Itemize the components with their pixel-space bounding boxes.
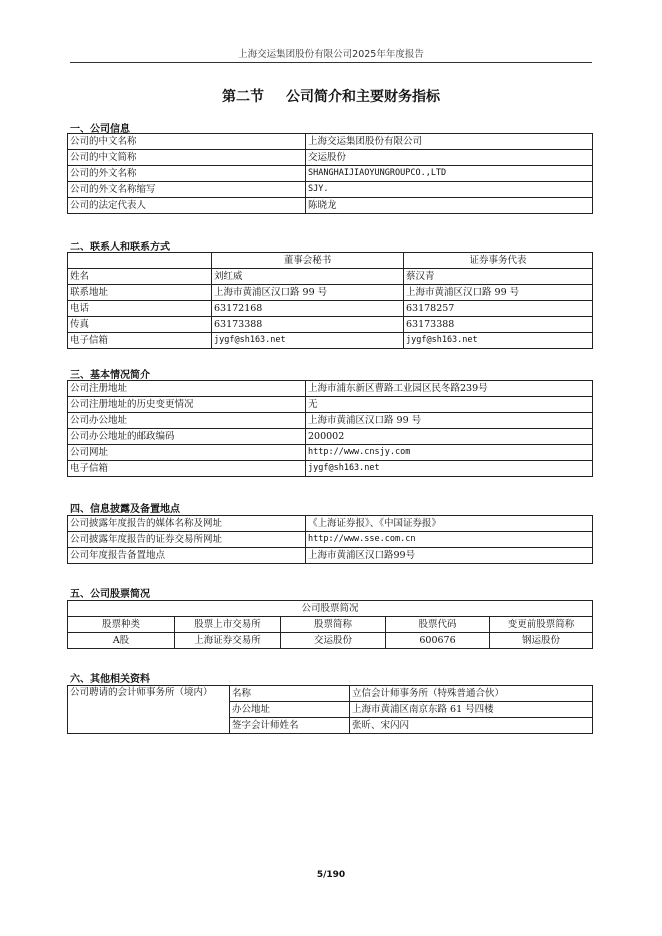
table-header-row — [68, 253, 593, 269]
cell-value: http://www.sse.com.cn — [306, 532, 593, 548]
cell-value: 63173388 — [404, 317, 593, 333]
basic-info-table — [67, 380, 593, 477]
table-row — [68, 548, 593, 564]
cell-value: 蔡汉青 — [404, 269, 593, 285]
cell-value: 立信会计师事务所（特殊普通合伙） — [350, 686, 593, 702]
header-cell: 股票简称 — [281, 617, 386, 633]
cell-value: 刘红威 — [212, 269, 404, 285]
cell-value: 张昕、宋闪闪 — [350, 718, 593, 734]
cell-value: SJY. — [306, 182, 593, 198]
cell-value: 交运股份 — [281, 633, 386, 649]
page-header: 上海交运集团股份有限公司2025年年度报告 — [238, 49, 424, 60]
cell-label: 名称 — [230, 686, 350, 702]
cell-label: 电话 — [68, 301, 212, 317]
cell-value: jygf@sh163.net — [306, 461, 593, 477]
cell-value: 钢运股份 — [490, 633, 593, 649]
cell-value: 《上海证券报》、《中国证券报》 — [306, 516, 593, 532]
header-divider — [70, 62, 592, 63]
cell-label: 公司办公地址的邮政编码 — [68, 429, 306, 445]
cell-value: http://www.cnsjy.com — [306, 445, 593, 461]
stock-table — [67, 600, 593, 649]
section-number: 第二节 — [222, 89, 264, 105]
page-title — [70, 86, 592, 106]
cell-label: 公司的外文名称 — [68, 166, 306, 182]
section-name: 公司简介和主要财务指标 — [286, 89, 440, 105]
section-heading-contacts: 二、联系人和联系方式 — [70, 242, 170, 253]
cell-label: 电子信箱 — [68, 333, 212, 349]
table-title-row — [68, 601, 593, 617]
cell-label: 公司披露年度报告的证券交易所网址 — [68, 532, 306, 548]
cell-value: SHANGHAIJIAOYUNGROUPCO.,LTD — [306, 166, 593, 182]
cell-label: 电子信箱 — [68, 461, 306, 477]
cell-label: 公司网址 — [68, 445, 306, 461]
header-cell: 股票上市交易所 — [175, 617, 281, 633]
cell-value: 上海市黄浦区南京东路 61 号四楼 — [350, 702, 593, 718]
section-heading-disclosure: 四、信息披露及备置地点 — [70, 504, 180, 515]
header-cell: 证券事务代表 — [404, 253, 593, 269]
disclosure-table — [67, 515, 593, 564]
cell-label: 传真 — [68, 317, 212, 333]
table-row — [68, 301, 593, 317]
cell-label: 公司的外文名称缩写 — [68, 182, 306, 198]
cell-value: jygf@sh163.net — [404, 333, 593, 349]
table-header-row — [68, 617, 593, 633]
section-heading-stock: 五、公司股票简况 — [70, 589, 150, 600]
page-number: 5/190 — [316, 870, 346, 880]
header-cell — [68, 253, 212, 269]
cell-value: 600676 — [386, 633, 490, 649]
cell-value: 上海市浦东新区曹路工业园区民冬路239号 — [306, 381, 593, 397]
contacts-table — [67, 252, 593, 349]
table-row — [68, 686, 593, 702]
cell-value: 上海市黄浦区汉口路 99 号 — [306, 413, 593, 429]
table-row — [68, 445, 593, 461]
cell-label: 签字会计师姓名 — [230, 718, 350, 734]
auditor-label: 公司聘请的会计师事务所（境内） — [68, 686, 230, 734]
table-row — [68, 317, 593, 333]
cell-value: 无 — [306, 397, 593, 413]
cell-value: 上海交运集团股份有限公司 — [306, 134, 593, 150]
company-info-table — [67, 133, 593, 214]
cell-value: 上海市黄浦区汉口路99号 — [306, 548, 593, 564]
table-row — [68, 633, 593, 649]
table-row — [68, 429, 593, 445]
cell-label: 公司披露年度报告的媒体名称及网址 — [68, 516, 306, 532]
cell-value: 上海证券交易所 — [175, 633, 281, 649]
cell-label: 公司办公地址 — [68, 413, 306, 429]
header-cell: 股票代码 — [386, 617, 490, 633]
cell-label: 公司注册地址 — [68, 381, 306, 397]
table-row — [68, 285, 593, 301]
table-row — [68, 397, 593, 413]
table-row — [68, 198, 593, 214]
cell-label: 姓名 — [68, 269, 212, 285]
cell-label: 公司的中文名称 — [68, 134, 306, 150]
table-title: 公司股票简况 — [68, 601, 593, 617]
section-heading-basic-info: 三、基本情况简介 — [70, 370, 150, 381]
cell-value: 200002 — [306, 429, 593, 445]
table-row — [68, 381, 593, 397]
cell-value: 陈晓龙 — [306, 198, 593, 214]
cell-value: A股 — [68, 633, 175, 649]
cell-label: 公司的中文简称 — [68, 150, 306, 166]
table-row — [68, 269, 593, 285]
cell-label: 公司注册地址的历史变更情况 — [68, 397, 306, 413]
table-row — [68, 182, 593, 198]
cell-label: 办公地址 — [230, 702, 350, 718]
cell-label: 公司的法定代表人 — [68, 198, 306, 214]
header-cell: 董事会秘书 — [212, 253, 404, 269]
cell-value: 63172168 — [212, 301, 404, 317]
table-row — [68, 134, 593, 150]
table-row — [68, 150, 593, 166]
table-row — [68, 413, 593, 429]
cell-value: 交运股份 — [306, 150, 593, 166]
cell-value: 63173388 — [212, 317, 404, 333]
header-cell: 股票种类 — [68, 617, 175, 633]
header-cell: 变更前股票简称 — [490, 617, 593, 633]
cell-value: jygf@sh163.net — [212, 333, 404, 349]
cell-label: 公司年度报告备置地点 — [68, 548, 306, 564]
other-info-table — [67, 685, 593, 734]
cell-label: 联系地址 — [68, 285, 212, 301]
table-row — [68, 516, 593, 532]
cell-value: 上海市黄浦区汉口路 99 号 — [212, 285, 404, 301]
cell-value: 上海市黄浦区汉口路 99 号 — [404, 285, 593, 301]
table-row — [68, 333, 593, 349]
cell-value: 63178257 — [404, 301, 593, 317]
table-row — [68, 461, 593, 477]
table-row — [68, 166, 593, 182]
section-heading-other: 六、其他相关资料 — [70, 674, 150, 685]
section-heading-company-info: 一、公司信息 — [70, 124, 130, 135]
table-row — [68, 532, 593, 548]
